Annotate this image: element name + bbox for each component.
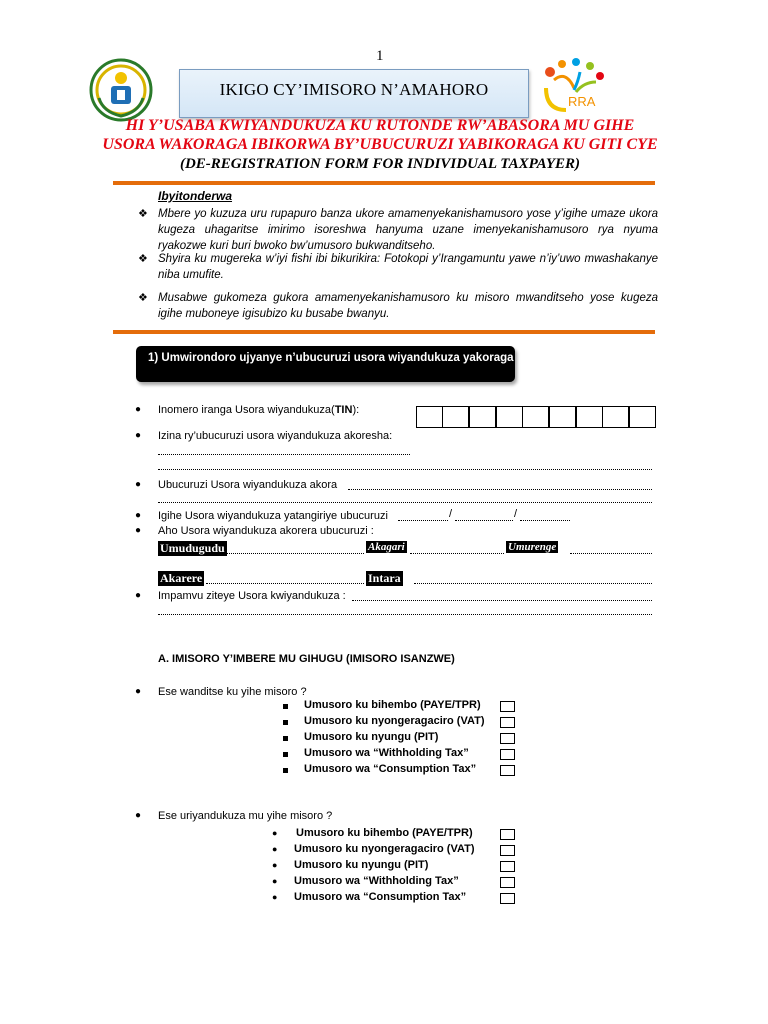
- deregister-paye-checkbox[interactable]: [500, 829, 515, 840]
- start-month-field[interactable]: [455, 520, 513, 521]
- registered-taxes-question: Ese wanditse ku yihe misoro ?: [158, 686, 307, 698]
- reason-field-line-2[interactable]: [158, 614, 652, 615]
- tin-digit-box[interactable]: [549, 406, 576, 428]
- business-label: Ubucuruzi Usora wiyandukuza akora: [158, 479, 338, 491]
- bullet-icon: ●: [135, 510, 142, 521]
- square-bullet-icon: [283, 768, 288, 773]
- page-number: 1: [376, 48, 384, 64]
- registered-tax-paye: Umusoro ku bihembo (PAYE/TPR): [304, 699, 481, 711]
- registered-paye-checkbox[interactable]: [500, 701, 515, 712]
- orange-divider: [113, 330, 655, 334]
- deregister-consumption-checkbox[interactable]: [500, 893, 515, 904]
- form-title-line-2: USORA WAKORAGA IBIKORWA BY’UBUCURUZI YABIKORAGA KU GITI CYE: [102, 136, 658, 153]
- square-bullet-icon: [283, 720, 288, 725]
- business-field-line-2[interactable]: [158, 502, 652, 503]
- bullet-icon: ●: [135, 810, 142, 821]
- akagari-field[interactable]: [410, 553, 504, 554]
- square-bullet-icon: [283, 704, 288, 709]
- business-field-line-1[interactable]: [348, 489, 652, 490]
- intara-field[interactable]: [414, 583, 652, 584]
- date-separator: /: [449, 508, 453, 520]
- deregister-tax-consumption: Umusoro wa “Consumption Tax”: [294, 891, 467, 903]
- umudugudu-label: Umudugudu: [160, 541, 225, 555]
- registered-pit-checkbox[interactable]: [500, 733, 515, 744]
- registered-tax-consumption: Umusoro wa “Consumption Tax”: [304, 763, 477, 775]
- deregister-tax-pit: Umusoro ku nyungu (PIT): [294, 859, 429, 871]
- tin-digit-box[interactable]: [416, 406, 443, 428]
- registered-tax-withholding: Umusoro wa “Withholding Tax”: [304, 747, 469, 759]
- bullet-icon: ●: [135, 479, 142, 490]
- location-label: Aho Usora wiyandukuza akorera ubucuruzi :: [158, 525, 374, 537]
- registered-tax-vat: Umusoro ku nyongeragaciro (VAT): [304, 715, 485, 727]
- akarere-label: Akarere: [160, 571, 203, 585]
- bullet-icon: ●: [135, 404, 142, 415]
- section-1-header: [136, 346, 515, 382]
- bullet-icon: ●: [272, 876, 278, 886]
- reason-field-line-1[interactable]: [352, 600, 652, 601]
- deregister-taxes-question: Ese uriyandukuza mu yihe misoro ?: [158, 810, 333, 822]
- section-1-title: 1) Umwirondoro ujyanye n’ubucuruzi usora wiyandukuza yakoraga: [148, 352, 514, 364]
- orange-divider: [113, 181, 655, 185]
- registered-consumption-checkbox[interactable]: [500, 765, 515, 776]
- bullet-icon: ●: [272, 844, 278, 854]
- header-box: [179, 69, 529, 118]
- tin-digit-box[interactable]: [496, 406, 523, 428]
- tin-digit-box[interactable]: [469, 406, 496, 428]
- trade-name-field-line-1[interactable]: [158, 454, 410, 455]
- bullet-icon: ●: [272, 860, 278, 870]
- intara-label: Intara: [368, 571, 401, 585]
- start-date-label: Igihe Usora wiyandukuza yatangiriye ubucuruzi: [158, 510, 388, 522]
- form-title-line-1: HI Y’USABA KWIYANDUKUZA KU RUTONDE RW’ABASORA MU GIHE: [125, 117, 635, 134]
- registered-tax-pit: Umusoro ku nyungu (PIT): [304, 731, 439, 743]
- deregister-pit-checkbox[interactable]: [500, 861, 515, 872]
- diamond-bullet-icon: ❖: [138, 253, 148, 265]
- deregister-tax-withholding: Umusoro wa “Withholding Tax”: [294, 875, 459, 887]
- tin-digit-box[interactable]: [629, 406, 656, 428]
- bullet-icon: ●: [135, 590, 142, 601]
- trade-name-label: Izina ry’ubucuruzi usora wiyandukuza akoresha:: [158, 430, 393, 442]
- umurenge-field[interactable]: [570, 553, 652, 554]
- deregister-withholding-checkbox[interactable]: [500, 877, 515, 888]
- akagari-label: Akagari: [368, 541, 405, 553]
- note-item: ❖ Musabwe gukomeza gukora amamenyekanishamusoro ku misoro mwanditseho yose kugeza igihe muboneye igisubizo ku busabe bwanyu.: [138, 292, 658, 320]
- tin-digit-box[interactable]: [442, 406, 469, 428]
- bullet-icon: ●: [135, 430, 142, 441]
- notes-title: Ibyitonderwa: [158, 189, 233, 203]
- deregister-tax-paye: Umusoro ku bihembo (PAYE/TPR): [296, 827, 473, 839]
- tin-digit-box[interactable]: [576, 406, 603, 428]
- rwanda-seal-icon: [89, 58, 153, 122]
- date-separator: /: [514, 508, 518, 520]
- note-item: ❖ Mbere yo kuzuza uru rupapuro banza ukore amamenyekanishamusoro yose y’igihe umaze ukora kugeza uhagaritse imirimo isoreshwa hanyuma uzane imenyekanishamusoro rya nyuma ryakozwe kuri buri bwoko bw’umusoro bukwanditseho.: [138, 208, 658, 252]
- bullet-icon: ●: [272, 828, 278, 838]
- trade-name-field-line-2[interactable]: [158, 469, 652, 470]
- registered-vat-checkbox[interactable]: [500, 717, 515, 728]
- square-bullet-icon: [283, 736, 288, 741]
- deregister-tax-vat: Umusoro ku nyongeragaciro (VAT): [294, 843, 475, 855]
- section-a-title: A. IMISORO Y’IMBERE MU GIHUGU (IMISORO ISANZWE): [158, 653, 455, 665]
- tin-digit-box[interactable]: [522, 406, 549, 428]
- deregister-vat-checkbox[interactable]: [500, 845, 515, 856]
- agency-title: IKIGO CY’IMISORO N’AMAHORO: [219, 80, 489, 99]
- tin-digit-box[interactable]: [602, 406, 629, 428]
- umurenge-label: Umurenge: [508, 541, 557, 553]
- tin-label: Inomero iranga Usora wiyandukuza(TIN):: [158, 404, 360, 416]
- registered-withholding-checkbox[interactable]: [500, 749, 515, 760]
- start-year-field[interactable]: [520, 520, 570, 521]
- bullet-icon: ●: [135, 525, 142, 536]
- note-item: ❖ Shyira ku mugereka w’iyi fishi ibi bikurikira: Fotokopi y’Irangamuntu yawe n’iy’uwo mwashakanye niba umufite.: [138, 253, 658, 281]
- diamond-bullet-icon: ❖: [138, 292, 148, 304]
- rra-logo-text: RRA: [568, 94, 596, 109]
- square-bullet-icon: [283, 752, 288, 757]
- akarere-field[interactable]: [206, 583, 364, 584]
- reason-label: Impamvu ziteye Usora kwiyandukuza :: [158, 590, 346, 602]
- bullet-icon: ●: [272, 892, 278, 902]
- bullet-icon: ●: [135, 686, 142, 697]
- start-day-field[interactable]: [398, 520, 448, 521]
- rra-logo-icon: [540, 58, 612, 114]
- form-subtitle: (DE-REGISTRATION FORM FOR INDIVIDUAL TAXPAYER): [179, 156, 581, 172]
- umudugudu-field[interactable]: [226, 553, 364, 554]
- diamond-bullet-icon: ❖: [138, 208, 148, 220]
